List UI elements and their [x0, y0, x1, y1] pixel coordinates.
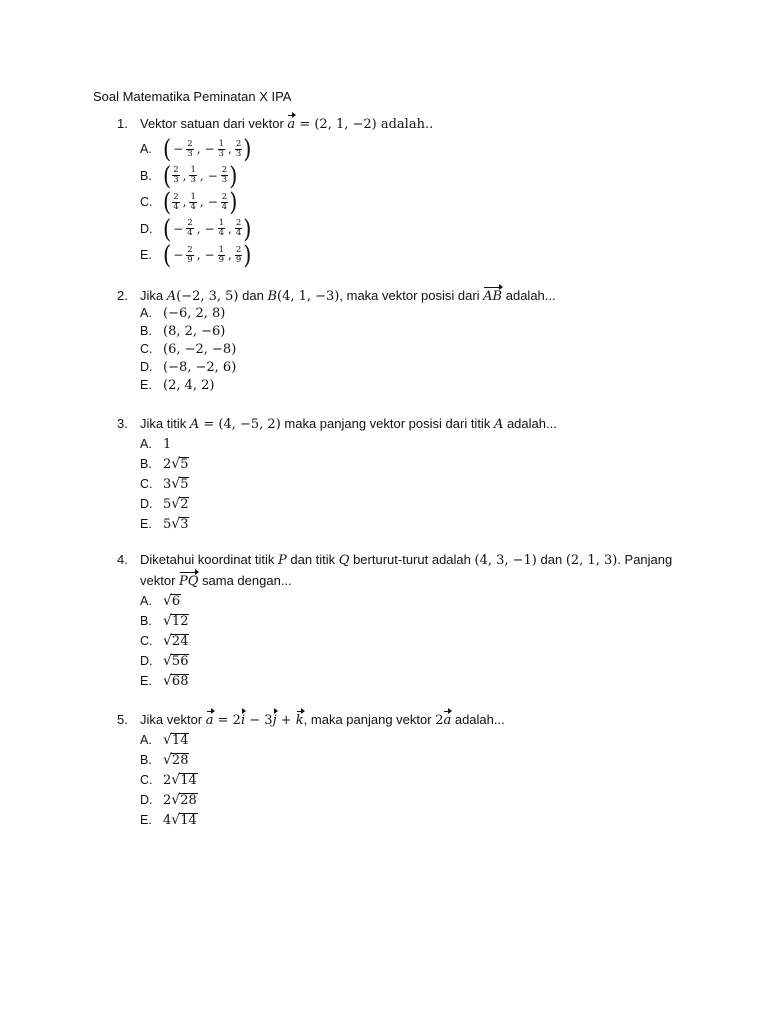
radical-sign: √: [171, 496, 181, 512]
minus-sign: −: [207, 195, 218, 210]
option-letter: C.: [140, 195, 153, 210]
coefficient: 2: [163, 456, 172, 472]
fraction: [172, 166, 179, 185]
comma: ,: [196, 221, 201, 236]
radical-sign: √: [171, 772, 181, 788]
option-letter: C.: [140, 477, 153, 491]
comma: ,: [182, 168, 187, 183]
option-d: [140, 790, 505, 810]
denominator: 4: [190, 201, 196, 212]
minus-sign: −: [207, 168, 218, 183]
numerator: 2: [235, 138, 242, 149]
radicand: 68: [171, 674, 189, 689]
page-title: Soal Matematika Peminatan X IPA: [93, 89, 292, 104]
option-value: (−6, 2, 8): [163, 305, 226, 321]
option-letter: C.: [140, 773, 153, 787]
square-root: [163, 633, 189, 649]
option-c: [140, 189, 433, 216]
option-letter: D.: [140, 360, 153, 374]
question-5-options: [140, 730, 505, 830]
question-3: [117, 416, 557, 534]
comma: ,: [196, 248, 201, 263]
denominator: 9: [218, 254, 224, 265]
comma: ,: [199, 168, 204, 183]
fraction: [186, 219, 193, 238]
option-c: [140, 340, 556, 358]
coefficient: 5: [163, 516, 172, 532]
minus-sign: −: [173, 221, 184, 236]
option-letter: D.: [140, 654, 153, 668]
minus-sign: −: [173, 142, 184, 157]
fraction: [186, 246, 193, 265]
denominator: 9: [187, 254, 193, 265]
option-value: (6, −2, −8): [163, 341, 237, 357]
radicand: 14: [180, 773, 197, 788]
radicand: 12: [171, 614, 189, 629]
comma: ,: [182, 195, 187, 210]
option-c: [140, 770, 505, 790]
radical-sign: √: [163, 732, 172, 748]
question-3-options: [140, 434, 557, 534]
option-letter: B.: [140, 614, 152, 628]
option-e: [140, 242, 433, 269]
option-letter: C.: [140, 634, 153, 648]
option-a: [140, 730, 505, 750]
fraction: [235, 246, 242, 265]
question-2: [117, 288, 556, 394]
fraction: [235, 140, 242, 159]
coefficient: 5: [163, 496, 172, 512]
option-letter: B.: [140, 324, 152, 338]
numerator: 1: [190, 191, 196, 202]
option-b: [140, 322, 556, 340]
option-letter: C.: [140, 342, 153, 356]
option-value: (8, 2, −6): [163, 323, 226, 339]
square-root: [171, 476, 189, 492]
question-2-text: 2. Jika A(−2, 3, 5) dan B(4, 1, −3), maka vektor posisi dari AB adalah...: [117, 288, 556, 304]
numerator: 2: [173, 165, 179, 176]
option-b: [140, 163, 433, 190]
left-paren: (: [163, 240, 172, 270]
denominator: 3: [190, 175, 196, 186]
numerator: 2: [187, 218, 193, 229]
radicand: 28: [171, 753, 189, 768]
numerator: 2: [187, 244, 193, 255]
option-letter: E.: [140, 517, 152, 531]
right-paren: ): [243, 134, 252, 164]
left-paren: (: [163, 161, 172, 191]
option-letter: D.: [140, 497, 153, 511]
denominator: 3: [187, 148, 193, 159]
numerator: 2: [235, 218, 242, 229]
comma: ,: [228, 142, 232, 157]
option-letter: B.: [140, 457, 152, 471]
numerator: 2: [173, 191, 179, 202]
question-2-options: [140, 304, 556, 394]
option-b: [140, 611, 672, 631]
fraction: [172, 193, 179, 212]
radicand: 2: [180, 497, 189, 512]
vector-a: a: [287, 117, 296, 132]
vector-pq: PQ: [179, 574, 199, 589]
option-letter: E.: [140, 813, 152, 827]
numerator: 2: [221, 165, 228, 176]
option-letter: A.: [140, 594, 152, 608]
minus-sign: −: [204, 248, 215, 263]
option-letter: E.: [140, 248, 152, 263]
minus-sign: −: [204, 221, 215, 236]
option-letter: E.: [140, 674, 152, 688]
coefficient: 2: [163, 772, 172, 788]
question-3-text: 3. Jika titik A = (4, −5, 2) maka panjang vektor posisi dari titik A adalah...: [117, 416, 557, 432]
radical-sign: √: [163, 613, 172, 629]
radicand: 6: [171, 594, 181, 609]
square-root: [163, 613, 189, 629]
radical-sign: √: [163, 593, 172, 609]
question-1: [117, 116, 433, 269]
option-c: [140, 631, 672, 651]
radicand: 3: [180, 517, 189, 532]
denominator: 3: [173, 175, 179, 186]
option-b: [140, 454, 557, 474]
denominator: 4: [187, 228, 193, 239]
fraction: [235, 219, 242, 238]
option-letter: A.: [140, 306, 152, 320]
comma: ,: [228, 248, 232, 263]
denominator: 3: [235, 148, 242, 159]
option-a: [140, 136, 433, 163]
square-root: [171, 772, 197, 788]
fraction: [189, 193, 196, 212]
fraction: [218, 246, 225, 265]
denominator: 4: [235, 228, 242, 239]
square-root: [171, 812, 197, 828]
numerator: 2: [235, 244, 242, 255]
option-e: [140, 810, 505, 830]
numerator: 1: [218, 218, 224, 229]
option-e: [140, 376, 556, 394]
option-a: [140, 591, 672, 611]
radical-sign: √: [163, 673, 172, 689]
denominator: 4: [173, 201, 179, 212]
option-letter: B.: [140, 168, 152, 183]
question-1-options: [140, 136, 433, 269]
denominator: 9: [235, 254, 242, 265]
option-e: [140, 514, 557, 534]
option-d: [140, 494, 557, 514]
option-e: [140, 671, 672, 691]
radicand: 24: [171, 634, 189, 649]
option-letter: B.: [140, 753, 152, 767]
question-1-text: 1. Vektor satuan dari vektor a = (2, 1, −2) adalah..: [117, 116, 434, 132]
option-letter: D.: [140, 793, 153, 807]
denominator: 4: [221, 201, 228, 212]
question-4: [117, 552, 672, 691]
radicand: 5: [180, 457, 189, 472]
radicand: 14: [180, 813, 197, 828]
radical-sign: √: [171, 812, 181, 828]
radical-sign: √: [163, 653, 172, 669]
minus-sign: −: [173, 248, 184, 263]
radical-sign: √: [171, 456, 181, 472]
radical-sign: √: [171, 792, 181, 808]
comma: ,: [228, 221, 232, 236]
coefficient: 2: [163, 792, 172, 808]
minus-sign: −: [204, 142, 215, 157]
option-a: [140, 304, 556, 322]
square-root: [171, 496, 189, 512]
left-paren: (: [163, 134, 172, 164]
vector-ab: AB: [483, 289, 503, 304]
question-4-options: [140, 591, 672, 691]
right-paren: ): [229, 187, 238, 217]
coefficient: 1: [163, 436, 172, 452]
square-root: [171, 792, 197, 808]
coefficient: 3: [163, 476, 172, 492]
fraction: [186, 140, 193, 159]
option-a: [140, 434, 557, 454]
fraction: [221, 193, 228, 212]
numerator: 2: [221, 191, 228, 202]
square-root: [163, 752, 189, 768]
option-value: (2, 4, 2): [163, 377, 215, 393]
option-value: (−8, −2, 6): [163, 359, 237, 375]
square-root: [163, 732, 189, 748]
option-letter: E.: [140, 378, 152, 392]
radicand: 5: [180, 477, 189, 492]
option-b: [140, 750, 505, 770]
question-4-text: 4. Diketahui koordinat titik P dan titik Q berturut-turut adalah (4, 3, −1) dan (2, 1, 3). Panjang: [117, 552, 673, 568]
fraction: [218, 219, 225, 238]
right-paren: ): [243, 240, 252, 270]
radical-sign: √: [171, 516, 181, 532]
question-4-text-line2: vektor PQ sama dengan...: [140, 573, 292, 589]
square-root: [163, 653, 189, 669]
denominator: 4: [218, 228, 224, 239]
option-letter: D.: [140, 221, 153, 236]
question-5-text: 5. Jika vektor a = 2i − 3j + k, maka panjang vektor 2a adalah...: [117, 712, 505, 728]
coefficient: 4: [163, 812, 172, 828]
option-c: [140, 474, 557, 494]
square-root: [171, 516, 189, 532]
radical-sign: √: [163, 633, 172, 649]
left-paren: (: [163, 214, 172, 244]
right-paren: ): [229, 161, 238, 191]
denominator: 3: [221, 175, 228, 186]
radical-sign: √: [171, 476, 181, 492]
square-root: [163, 673, 189, 689]
numerator: 1: [190, 165, 196, 176]
fraction: [221, 166, 228, 185]
option-letter: A.: [140, 437, 152, 451]
square-root: [163, 593, 181, 609]
option-d: [140, 216, 433, 243]
numerator: 2: [187, 138, 193, 149]
right-paren: ): [243, 214, 252, 244]
option-letter: A.: [140, 142, 152, 157]
option-d: [140, 651, 672, 671]
fraction: [218, 140, 225, 159]
option-letter: A.: [140, 733, 152, 747]
square-root: [171, 456, 189, 472]
denominator: 3: [218, 148, 224, 159]
numerator: 1: [218, 138, 224, 149]
fraction: [189, 166, 196, 185]
option-d: [140, 358, 556, 376]
radical-sign: √: [163, 752, 172, 768]
numerator: 1: [218, 244, 224, 255]
left-paren: (: [163, 187, 172, 217]
comma: ,: [196, 142, 201, 157]
radicand: 14: [171, 733, 189, 748]
radicand: 56: [171, 654, 189, 669]
comma: ,: [199, 195, 204, 210]
question-5: [117, 712, 505, 830]
radicand: 28: [180, 793, 197, 808]
